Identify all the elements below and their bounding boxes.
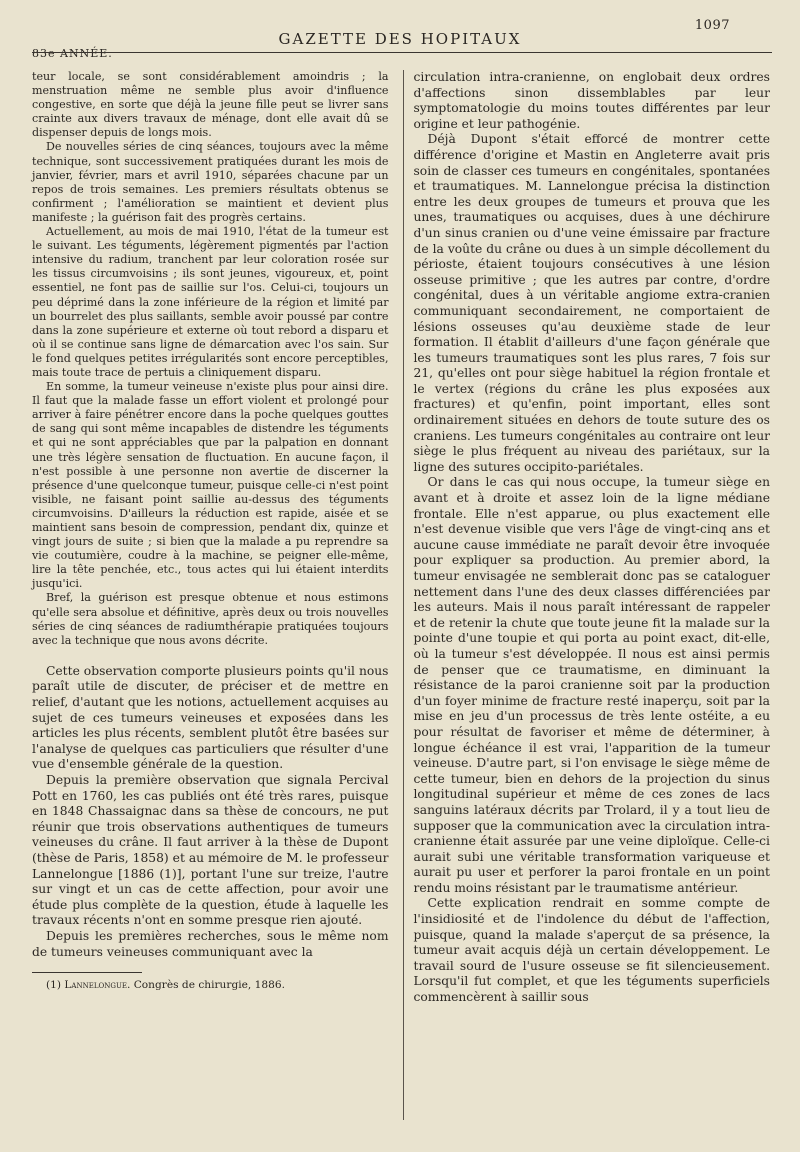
footnote <box>32 979 389 992</box>
case-paragraph: Actuellement, au mois de mai 1910, l'état de la tumeur est le suivant. Les téguments, légèrement pigmentés par l'action intensive du radium, tranchent par leur coloration rosée sur les tissus circumvoisins ; ils sont jeunes, vigoureux, et, point essentiel, ne font pas de saillie sur l'os. Celui-ci, toujours un peu déprimé dans la zone inférieure de la région et limité par un bourrelet des plus saillants, semble avoir poussé par contre dans la zone supérieure et externe où tout rebord a disparu et où il se continue sans ligne de démarcation avec l'os sain. Sur le fond quelques petites irrégularités sont encore perceptibles, mais toute trace de pertuis a cliniquement disparu. <box>32 225 389 379</box>
case-paragraph: Bref, la guérison est presque obtenue et nous estimons qu'elle sera absolue et définitive, après deux ou trois nouvelles séries de cinq séances de radiumthérapie pratiquées toujours avec la technique que nous avons décrite. <box>32 591 389 647</box>
page-number: 1097 <box>694 18 730 33</box>
article-columns <box>32 70 770 1120</box>
body-paragraph: Cette explication rendrait en somme compte de l'insidiosité et de l'indolence du début de l'affection, puisque, quand la malade s'aperçut de sa présence, la tumeur avait acquis déjà un certain développement. Le travail sourd de l'usure osseuse se fit silencieusement. Lorsqu'il fut complet, et que les téguments superficiels commencèrent à saillir sous <box>413 896 770 1005</box>
discussion-paragraph: Depuis les premières recherches, sous le même nom de tumeurs veineuses communiquant avec la <box>32 928 389 959</box>
footnote-text: Congrès de chirurgie, 1886. <box>133 979 285 992</box>
case-paragraph: De nouvelles séries de cinq séances, toujours avec la même technique, sont successivement pratiquées durant les mois de janvier, février, mars et avril 1910, séparées chacune par un repos de trois semaines. Les premiers résultats obtenus se confirment ; l'amélioration se maintient et devient plus manifeste ; la guérison fait des progrès certains. <box>32 140 389 224</box>
journal-title: GAZETTE DES HOPITAUX <box>278 30 522 48</box>
case-paragraph: En somme, la tumeur veineuse n'existe plus pour ainsi dire. Il faut que la malade fasse un effort violent et prolongé pour arriver à faire pénétrer encore dans la poche quelques gouttes de sang qui sont même incapables de distendre les téguments et qui ne sont appréciables que par la palpation en donnant une très légère sensation de fluctuation. En aucune façon, il n'est possible à une personne non avertie de discerner la présence d'une quelconque tumeur, puisque celle-ci n'est point visible, ne faisant point saillie au-dessus des téguments circumvoisins. D'ailleurs la réduction est rapide, aisée et se maintient sans besoin de compression, pendant dix, quinze et vingt jours de suite ; si bien que la malade a pu reprendre sa vie coutumière, coudre à la machine, se peigner elle-même, lire la tête penchée, etc., tous actes qui lui étaient interdits jusqu'ici. <box>32 380 389 591</box>
header-rule <box>32 52 772 53</box>
footnote-marker: (1) <box>46 979 62 992</box>
body-paragraph: circulation intra-cranienne, on englobait deux ordres d'affections sinon dissemblables par leur symptomatologie du moins toutes différentes par leur origine et leur pathogénie. <box>413 70 770 131</box>
issue-label: 83e ANNÉE. <box>32 47 113 60</box>
left-column <box>32 70 389 1120</box>
footnote-rule <box>32 972 142 973</box>
discussion-paragraph: Depuis la première observation que signala Percival Pott en 1760, les cas publiés ont été très rares, puisque en 1848 Chassaignac dans sa thèse de concours, ne put réunir que trois observations authentiques de tumeurs veineuses du crâne. Il faut arriver à la thèse de Dupont (thèse de Paris, 1858) et au mémoire de M. le professeur Lannelongue [1886 (1)], portant l'une sur treize, l'autre sur vingt et un cas de cette affection, pour avoir une étude plus complète de la question, étude à laquelle les travaux récents n'ont en somme presque rien ajouté. <box>32 773 389 928</box>
footnote-author: Lannelongue. <box>64 979 131 992</box>
section-spacer <box>32 648 389 664</box>
case-paragraph: teur locale, se sont considérablement amoindris ; la menstruation même ne semble plus avoir d'influence congestive, en sorte que déjà la jeune fille peut se livrer sans crainte aux divers travaux de ménage, dont elle avait dû se dispenser depuis de longs mois. <box>32 70 389 140</box>
discussion-paragraph: Cette observation comporte plusieurs points qu'il nous paraît utile de discuter, de préciser et de mettre en relief, d'autant que les notions, actuellement acquises au sujet de ces tumeurs veineuses et exposées dans les articles les plus récents, semblent plutôt être basées sur l'analyse de quelques cas particuliers que résulter d'une vue d'ensemble générale de la question. <box>32 663 389 772</box>
body-paragraph: Déjà Dupont s'était efforcé de montrer cette différence d'origine et Mastin en Angleterre avait pris soin de classer ces tumeurs en congénitales, spontanées et traumatiques. M. Lannelongue précisa la distinction entre les deux groupes de tumeurs et prouva que les unes, traumatiques ou acquises, dues à une déchirure d'un sinus cranien ou d'une veine émissaire par fracture de la voûte du crâne ou dues à un simple décollement du périoste, étaient toujours consécutives à une lésion osseuse primitive ; que les autres par contre, d'ordre congénital, dues à un véritable angiome extra-cranien communiquant secondairement, ne comportaient de lésions osseuses qu'au deuxième stade de leur formation. Il établit d'ailleurs d'une façon générale que les tumeurs traumatiques sont les plus rares, 7 fois sur 21, qu'elles ont pour siège habituel la région frontale et le vertex (régions du crâne les plus exposées aux fractures) et qu'enfin, point important, elles sont ordinairement situées en dehors de toute suture des os craniens. Les tumeurs congénitales au contraire ont leur siège le plus fréquent au niveau des pariétaux, sur la ligne des sutures occipito-pariétales. <box>413 132 770 474</box>
body-paragraph: Or dans le cas qui nous occupe, la tumeur siège en avant et à droite et assez loin de la ligne médiane frontale. Elle n'est apparue, ou plus exactement elle n'est devenue visible que vers l'âge de vingt-cinq ans et aucune cause immédiate ne paraît devoir être invoquée pour expliquer sa production. Au premier abord, la tumeur envisagée ne semblerait donc pas se cataloguer nettement dans l'une des deux classes différenciées par les auteurs. Mais il nous paraît intéressant de rappeler et de retenir la chute que toute jeune fit la malade sur la pointe d'une toupie et qui porta au point exact, dit-elle, où la tumeur s'est développée. Il nous est ainsi permis de penser que ce traumatisme, en diminuant la résistance de la paroi cranienne soit par la production d'un foyer minime de fracture resté inaperçu, soit par la mise en jeu d'un processus de très lente ostéite, a eu pour résultat de favoriser et même de déterminer, à longue échéance il est vrai, l'apparition de la tumeur veineuse. D'autre part, si l'on envisage le siège même de cette tumeur, bien en dehors de la projection du sinus longitudinal supérieur et même de ces zones de lacs sanguins latéraux décrits par Trolard, il y a tout lieu de supposer que la communication avec la circulation intra-cranienne était assurée par une veine diploïque. Celle-ci aurait subi une véritable transformation variqueuse et aurait pu user et perforer la paroi frontale en un point rendu moins résistant par le traumatisme antérieur. <box>413 475 770 895</box>
right-column <box>403 70 771 1120</box>
